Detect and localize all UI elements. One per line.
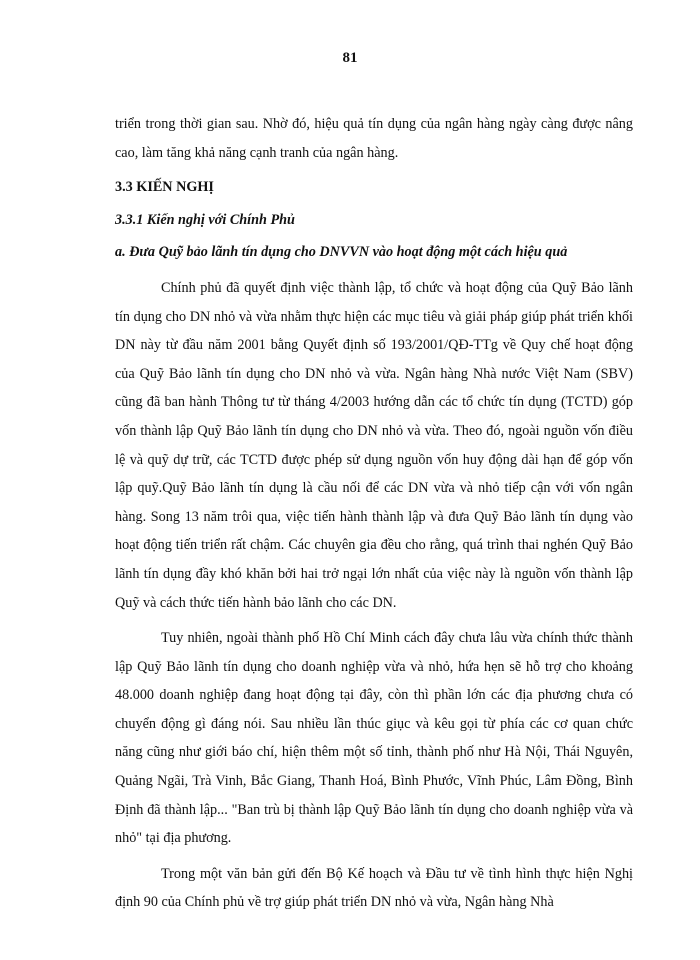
body-paragraph: Trong một văn bản gửi đến Bộ Kế hoạch và Đầu tư về tình hình thực hiện Nghị định 90 của Chính phủ về trợ giúp phát triển DN nhỏ và vừa, Ngân hàng Nhà [115, 865, 633, 911]
page-number: 81 [342, 50, 358, 66]
subsection-heading: 3.3.1 Kiến nghị với Chính Phủ [115, 211, 295, 228]
page-content [115, 110, 633, 917]
intro-paragraph: triển trong thời gian sau. Nhờ đó, hiệu quả tín dụng của ngân hàng ngày càng được nâng cao, làm tăng khả năng cạnh tranh của ngân hàng. [115, 116, 633, 161]
body-paragraph: Tuy nhiên, ngoài thành phố Hồ Chí Minh cách đây chưa lâu vừa chính thức thành lập Quỹ Bảo lãnh tín dụng cho doanh nghiệp vừa và nhỏ, hứa hẹn sẽ hỗ trợ cho khoảng 48.000 doanh nghiệp đang hoạt động tại đây, còn thì phần lớn các địa phương chưa có chuyển động gì đáng nói. Sau nhiều lần thúc giục và kêu gọi từ phía các cơ quan chức năng cũng như giới báo chí, hiện thêm một số tỉnh, thành phố như Hà Nội, Thái Nguyên, Quảng Ngãi, Trà Vinh, Bắc Giang, Thanh Hoá, Bình Phước, Vĩnh Phúc, Lâm Đồng, Bình Định đã thành lập... "Ban trù bị thành lập Quỹ Bảo lãnh tín dụng cho doanh nghiệp vừa và nhỏ" tại địa phương. [115, 630, 633, 847]
body-paragraph: Chính phủ đã quyết định việc thành lập, tổ chức và hoạt động của Quỹ Bảo lãnh tín dụng cho DN nhỏ và vừa nhằm thực hiện các mục tiêu và giải pháp giúp phát triển khối DN này từ đầu năm 2001 bằng Quyết định số 193/2001/QĐ-TTg về Quy chế hoạt động của Quỹ Bảo lãnh tín dụng cho DN nhỏ và vừa. Ngân hàng Nhà nước Việt Nam (SBV) cũng đã ban hành Thông tư từ tháng 4/2003 hướng dẫn các tổ chức tín dụng (TCTD) góp vốn thành lập Quỹ Bảo lãnh tín dụng cho DN nhỏ và vừa. Theo đó, ngoài nguồn vốn điều lệ và quỹ dự trữ, các TCTD được phép sử dụng nguồn vốn huy động dài hạn để góp vốn lập quỹ.Quỹ Bảo lãnh tín dụng là cầu nối để các DN vừa và nhỏ tiếp cận với vốn ngân hàng. Song 13 năm trôi qua, việc tiến hành thành lập và đưa Quỹ Bảo lãnh tín dụng vào hoạt động tiến triển rất chậm. Các chuyên gia đều cho rằng, quá trình thai nghén Quỹ Bảo lãnh tín dụng đầy khó khăn bởi hai trở ngại lớn nhất của việc này là nguồn vốn thành lập Quỹ và cách thức tiến hành bảo lãnh cho các DN. [115, 279, 633, 611]
item-heading: a. Đưa Quỹ bảo lãnh tín dụng cho DNVVN vào hoạt động một cách hiệu quả [115, 244, 568, 261]
section-heading: 3.3 KIẾN NGHỊ [115, 179, 214, 196]
